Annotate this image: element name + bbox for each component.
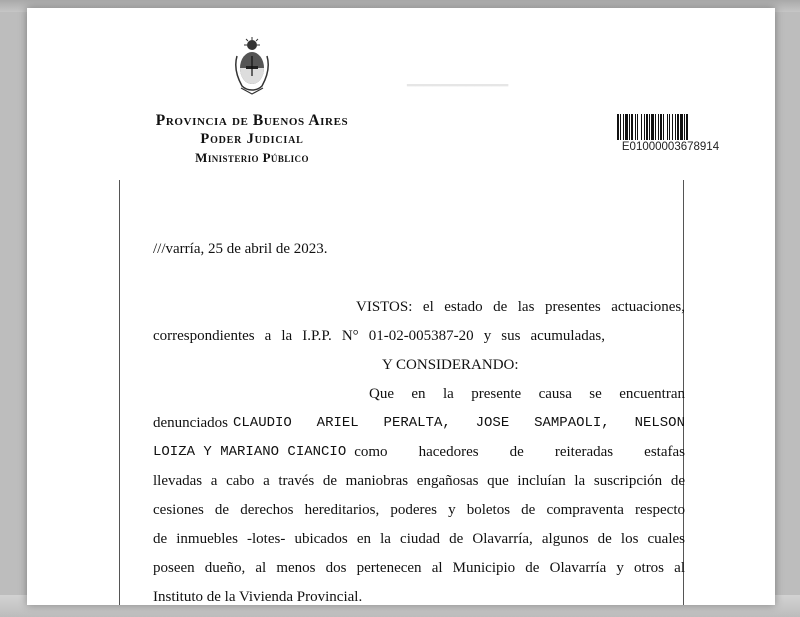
paragraph-1-line-3: [153, 444, 685, 461]
barcode-bar: [637, 114, 638, 140]
barcode-bar: [617, 114, 619, 140]
paragraph-1-line-1: [369, 386, 685, 403]
barcode-bar: [625, 114, 628, 140]
judicial-power-title: Poder Judicial: [200, 131, 304, 147]
paragraph-1-line-5: cesiones de derechos hereditarios, poderes y boletos de compraventa respecto: [153, 502, 685, 518]
paragraph-1-line-1-text: Que en la presente causa se encuentran: [369, 386, 685, 402]
barcode-bar: [631, 114, 633, 140]
paragraph-1-line-6: de inmuebles -lotes- ubicados en la ciudad de Olavarría, algunos de los cuales: [153, 531, 685, 547]
barcode-graphic: [617, 114, 724, 140]
barcode-bar: [623, 114, 624, 140]
date-line: ///varría, 25 de abril de 2023.: [153, 241, 328, 257]
barcode-bar: [677, 114, 679, 140]
barcode-number: E01000003678914: [621, 141, 720, 153]
paragraph-1-line-7: poseen dueño, al menos dos pertenecen al Municipio de Olavarría y otros al: [153, 560, 685, 576]
public-ministry-title: Ministerio Público: [195, 150, 309, 165]
barcode-bar: [675, 114, 676, 140]
province-title: Provincia de Buenos Aires: [155, 112, 349, 129]
accused-names-2: LOIZA Y MARIANO CIANCIO: [153, 444, 347, 460]
vistos-text: VISTOS: el estado de las presentes actuaciones,: [356, 299, 685, 315]
barcode-bar: [672, 114, 673, 140]
barcode-bar: [644, 114, 645, 140]
barcode-bar: [629, 114, 630, 140]
denunciados-word: denunciados: [153, 415, 228, 431]
barcode-bar: [658, 114, 659, 140]
paragraph-1-line-4: llevadas a cabo a través de maniobras engañosas que incluían la suscripción de: [153, 473, 685, 489]
accused-names-1: CLAUDIO ARIEL PERALTA, JOSE SAMPAOLI, NELSON: [233, 415, 685, 431]
document-page: [27, 8, 775, 605]
barcode-bar: [641, 114, 642, 140]
barcode-bar: [651, 114, 654, 140]
barcode-bar: [669, 114, 670, 140]
vistos-line: [356, 299, 685, 316]
barcode-bar: [655, 114, 656, 140]
barcode-bar: [620, 114, 621, 140]
paragraph-1-line-3-text: como hacedores de reiteradas estafas: [354, 444, 685, 460]
barcode-bar: [686, 114, 688, 140]
barcode-bar: [646, 114, 648, 140]
paragraph-1-line-2: [153, 415, 685, 432]
barcode-bar: [684, 114, 685, 140]
barcode-bar: [667, 114, 668, 140]
barcode-bar: [663, 114, 664, 140]
margin-rule-left: [119, 180, 120, 605]
barcode-bar: [680, 114, 683, 140]
barcode-bar: [649, 114, 650, 140]
ipp-line: correspondientes a la I.P.P. N° 01-02-005387-20 y sus acumuladas,: [153, 328, 605, 344]
barcode-bar: [660, 114, 662, 140]
institution-header: [142, 111, 362, 167]
coat-of-arms-seal: [232, 36, 272, 96]
paragraph-1-line-8: Instituto de la Vivienda Provincial.: [153, 589, 363, 605]
barcode-bar: [635, 114, 636, 140]
considerando-heading: Y CONSIDERANDO:: [382, 357, 519, 373]
bleed-through-mark: ━━━━━━━━━━━━: [407, 79, 509, 94]
